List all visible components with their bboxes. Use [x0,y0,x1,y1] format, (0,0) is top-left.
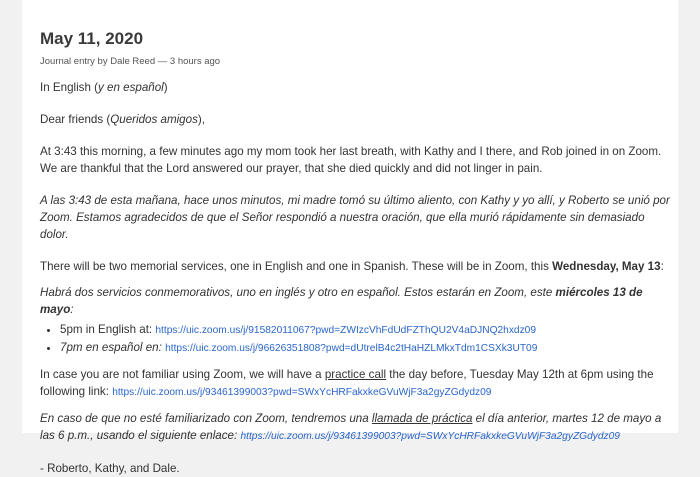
paragraph-spanish-1: A las 3:43 de esta mañana, hace unos minutos, mi madre tomó su último aliento, con Kathy y yo allí, y Roberto se unió por Zoom. Estamos agradecidos de que el Señor respondió a nuestra oración, que ella murió rápidamente sin demasiado dolor. [40,194,670,241]
practice-call-text: practice call [324,368,387,381]
paragraph-english-3 [40,366,672,401]
journal-page [22,0,678,475]
services-en-text: There will be two memorial services, one in English and one in Spanish. These will be in Zoom, this [40,260,553,273]
service-english-label: 5pm in English at: [60,323,156,336]
services-es-date: miércoles 13 de mayo [40,286,643,316]
signature: - Roberto, Kathy, and Dale. [40,462,180,475]
language-note [40,79,672,96]
zoom-link-practice-es[interactable]: https://uic.zoom.us/j/93461399003?pwd=SWxYcHRFakxkeGVuWjF3a2gyZGdydz09 [240,431,620,442]
zoom-link-practice[interactable]: https://uic.zoom.us/j/93461399003?pwd=SWxYcHRFakxkeGVuWjF3a2gyZGdydz09 [112,387,492,398]
journal-entry [40,28,672,477]
service-spanish-label: 7pm en español en: [60,341,166,354]
practice-en-text-a: In case you are not familiar using Zoom, we will have a [40,368,325,381]
language-note-en: In English ( [40,81,98,94]
paragraph-english-1: At 3:43 this morning, a few minutes ago my mom took her last breath, with Kathy and I there, and Rob joined in on Zoom. We are thankful that the Lord answered our prayer, that she died quickly and did not linger in pain. [40,145,662,175]
language-note-es: y en español [98,81,164,94]
services-es-colon: : [70,303,74,316]
services-en-date: Wednesday, May 13 [552,260,661,273]
services-en-colon: : [660,260,664,273]
paragraph-spanish-3 [40,410,672,445]
greeting-en: Dear friends ( [40,113,111,126]
greeting-es: Queridos amigos [110,113,198,126]
entry-title: May 11, 2020 [40,29,144,48]
list-item [60,339,672,357]
services-es-text: Habrá dos servicios conmemorativos, uno en inglés y otro en español. Estos estarán en Zoom, este [40,286,556,299]
practice-call-es-text: llamada de práctica [371,412,473,425]
paragraph-spanish-2 [40,284,672,318]
greeting-suffix: ), [197,113,205,126]
paragraph-english-2 [40,258,672,275]
zoom-link-spanish[interactable]: https://uic.zoom.us/j/96626351808?pwd=dUtrelB4c2tHaHZLMkxTdm1CSXk3UT09 [165,343,538,354]
greeting [40,111,672,128]
practice-en-text-b: the day before, Tuesday May 12th at 6pm using the following link: [40,368,654,398]
entry-meta: Journal entry by Dale Reed — 3 hours ago [40,56,221,67]
language-note-suffix: ) [163,81,168,94]
practice-es-text-b: el día anterior, martes 12 de mayo a las 6 p.m., usando el siguiente enlace: [40,412,662,442]
zoom-link-english[interactable]: https://uic.zoom.us/j/91582011067?pwd=ZWIzcVhFdUdFZThQU2V4aDJNQ2hxdz09 [155,325,537,336]
service-list [40,321,672,357]
practice-es-text-a: En caso de que no esté familiarizado con Zoom, tendremos una [40,412,372,425]
list-item [60,321,672,339]
